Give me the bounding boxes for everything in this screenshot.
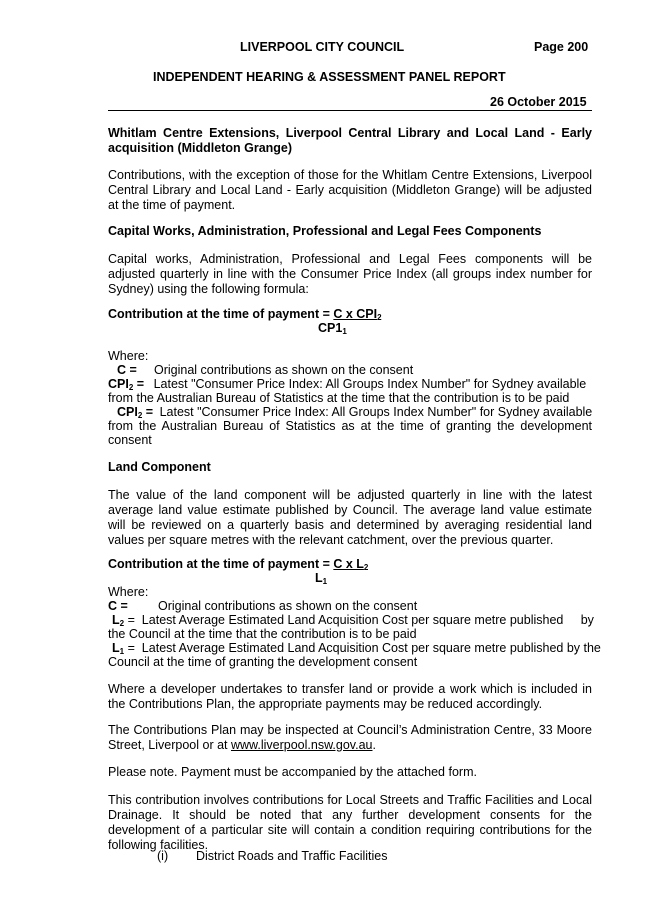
list-item-district-roads: District Roads and Traffic Facilities — [196, 849, 388, 863]
cpi1-definition-line2: from the Australian Bureau of Statistics as at the time of granting the development — [108, 419, 592, 433]
land-formula-lead: Contribution at the time of payment = — [108, 557, 334, 571]
cpi-formula-numerator: C x $CPI_2$ — [333, 307, 382, 322]
council-website-link[interactable]: www.liverpool.nsw.gov.au — [230, 738, 373, 752]
land-formula — [108, 557, 368, 572]
where-label: Where: — [108, 349, 149, 363]
page-number: Page 200 — [534, 40, 589, 54]
l1-definition-line2: Council at the time of granting the development consent — [108, 655, 418, 669]
list-item-number: (i) — [157, 849, 169, 863]
c-definition-text: Original contributions as shown on the consent — [154, 363, 414, 377]
l1-definition: $L_1$ = Latest Average Estimated Land Acquisition Cost per square metre published by the — [112, 641, 601, 656]
land-formula-denominator: $L_1$ — [315, 571, 328, 586]
paragraph-developer-transfer: Where a developer undertakes to transfer land or provide a work which is included in the Contributions Plan, the appropriate payments may be reduced accordingly. — [108, 682, 592, 711]
land-c-definition-text: Original contributions as shown on the consent — [158, 599, 418, 613]
cpi-formula-denominator: $CP1_1$ — [318, 321, 347, 336]
cpi-formula — [108, 307, 382, 322]
land-formula-numerator: C x $L_2$ — [333, 557, 369, 572]
l2-definition-line2: the Council at the time that the contribution is to be paid — [108, 627, 417, 641]
council-name: LIVERPOOL CITY COUNCIL — [240, 40, 405, 54]
report-title: INDEPENDENT HEARING & ASSESSMENT PANEL REPORT — [153, 70, 506, 84]
cpi2-definition-line2: from the Australian Bureau of Statistics at the time that the contribution is to be paid — [108, 391, 570, 405]
paragraph-contributions-exception: Contributions, with the exception of those for the Whitlam Centre Extensions, Liverpool Central Library and Local Land - Early acquisition (Middleton Grange) will be adjusted at the time of payment. — [108, 168, 592, 212]
paragraph-capital-works: Capital works, Administration, Professional and Legal Fees components will be adjusted quarterly in line with the Consumer Price Index (all groups index number for Sydney) using the following formula: — [108, 252, 592, 296]
land-where-label: Where: — [108, 585, 149, 599]
paragraph-land-component: The value of the land component will be adjusted quarterly in line with the latest average land value estimate published by Council. The average land value estimate will be reviewed on a quarterly basis and determined by averaging residential land values per square metres with the relevant catchment, over the previous quarter. — [108, 488, 592, 547]
header-rule — [108, 110, 592, 111]
paragraph-contributions-plan: The Contributions Plan may be inspected at Council’s Administration Centre, 33 Moore Street, Liverpool or at www.liverpool.nsw.gov.au. — [108, 723, 592, 752]
report-date: 26 October 2015 — [490, 95, 587, 109]
c-definition-label: C = — [117, 363, 137, 377]
section-heading-capital-works: Capital Works, Administration, Professional and Legal Fees Components — [108, 224, 542, 238]
section-heading-land-component: Land Component — [108, 460, 211, 474]
land-c-definition-label: C = — [108, 599, 128, 613]
section-heading-whitlam: Whitlam Centre Extensions, Liverpool Central Library and Local Land - Early acquisition (Middleton Grange) — [108, 126, 592, 155]
cpi1-definition: $CPI_2$ = Latest "Consumer Price Index: All Groups Index Number" for Sydney available — [117, 405, 593, 420]
cpi-formula-lead: Contribution at the time of payment = — [108, 307, 334, 321]
cpi1-definition-line3: consent — [108, 433, 152, 447]
paragraph-local-streets: This contribution involves contributions for Local Streets and Traffic Facilities and Local Drainage. It should be noted that any further development consents for the development of a particular site will contain a condition requiring contributions for the following facilities. — [108, 793, 592, 852]
cpi2-definition: $CPI_2$ = Latest "Consumer Price Index: All Groups Index Number" for Sydney available — [108, 377, 587, 392]
l2-definition: $L_2$ = Latest Average Estimated Land Acquisition Cost per square metre published by — [112, 613, 594, 628]
paragraph-please-note: Please note. Payment must be accompanied by the attached form. — [108, 765, 477, 779]
